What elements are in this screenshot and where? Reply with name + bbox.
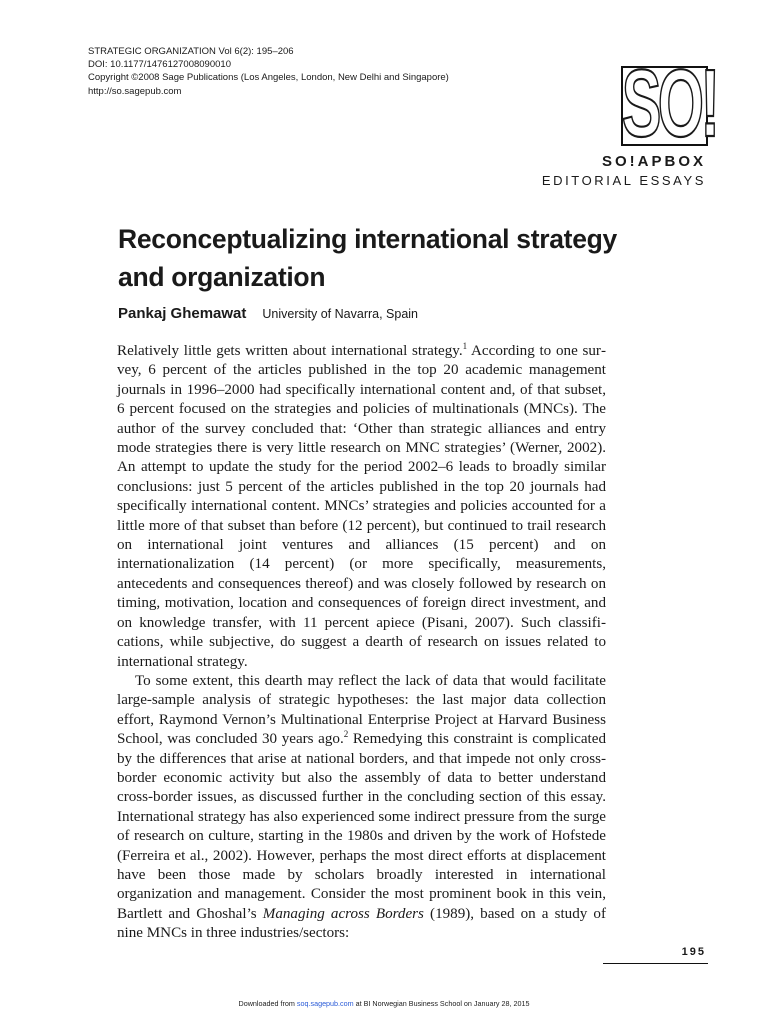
journal-url[interactable]: http://so.sagepub.com — [88, 85, 182, 97]
body-paragraph: To some extent, this dearth may reflect the lack of data that would facilitate large-sample analysis of strategic hypotheses: the last major data collection effort, Raymond Vernon’s Multinational Enterprise Project at Harvard Business School, was concluded 30 years ago.$^2$ Remedying this constraint is complicated by the differences that arise at national borders, and that impede not only cross-border economic activity but also the assembly of data to better understand cross-border issues, as discussed further in the concluding section of this essay. International strategy has also experienced some indirect pressure from the surge of research on culture, starting in the 1980s and driven by the work of Hofstede (Ferreira et al., 2002). However, perhaps the most direct efforts at displacement have been those made by scholars broadly interested in international organization and management. Consider the most prominent book in this vein, Bartlett and Ghoshal’s Managing across Borders (1989), based on a study of nine MNCs in three industries/sectors: — [117, 672, 606, 942]
author-affiliation: University of Navarra, Spain — [262, 307, 419, 321]
article-title: Reconceptualizing international strategy and organization — [118, 224, 617, 292]
page-rule — [603, 963, 708, 964]
series-title: SO!APBOX — [601, 153, 706, 170]
series-subtitle: EDITORIAL ESSAYS — [541, 173, 706, 188]
footnote-ref[interactable]: 2 — [343, 729, 349, 740]
author-name: Pankaj Ghemawat — [118, 305, 247, 322]
byline — [118, 305, 418, 323]
article-body — [117, 342, 606, 944]
download-footer: Downloaded from soq.sagepub.com at BI Norwegian Business School on January 28, 2015 — [238, 999, 530, 1008]
journal-logo — [621, 49, 717, 157]
journal-info — [88, 45, 449, 98]
footnote-ref[interactable]: 1 — [462, 341, 468, 351]
book-title: Managing across Borders — [262, 905, 424, 922]
footer-link[interactable]: soq.sagepub.com — [296, 999, 354, 1008]
page-number: 195 — [681, 946, 706, 958]
journal-citation: STRATEGIC ORGANIZATION Vol 6(2): 195–206 — [88, 46, 294, 57]
journal-copyright: Copyright ©2008 Sage Publications (Los Angeles, London, New Delhi and Singapore) — [88, 72, 449, 84]
body-paragraph: Relatively little gets written about international strategy.$^1$ According to one survey, 6 percent of the articles published in the top 20 academic management journals in 1996–2000 had specifically international content and, of that subset, 6 percent focused on the strategies and policies of multinationals (MNCs). The author of the survey concluded that: ‘Other than strategic alliances and entry mode strategies there is very little research on MNC strategies’ (Werner, 2002). An attempt to update the study for the period 2002–6 leads to broadly similar conclusions: just 5 percent of the articles published in the top 20 journals had specifically international content. MNCs’ strategies and policies accounted for a little more of that subset than before (12 percent), but continued to trail research on international joint ventures and alliances (15 percent) and on internationalization (14 percent) (or more specifically, measurements, antecedents and consequences thereof) and was closely followed by research on timing, motivation, location and consequences of foreign direct investment, and on knowledge transfer, with 11 percent apiece (Pisani, 2007). Such classifications, while subjective, do suggest a dearth of research on issues related to international strategy. — [117, 341, 606, 670]
journal-doi: DOI: 10.1177/1476127008090010 — [88, 59, 231, 71]
logo-text: SO! — [621, 49, 717, 157]
